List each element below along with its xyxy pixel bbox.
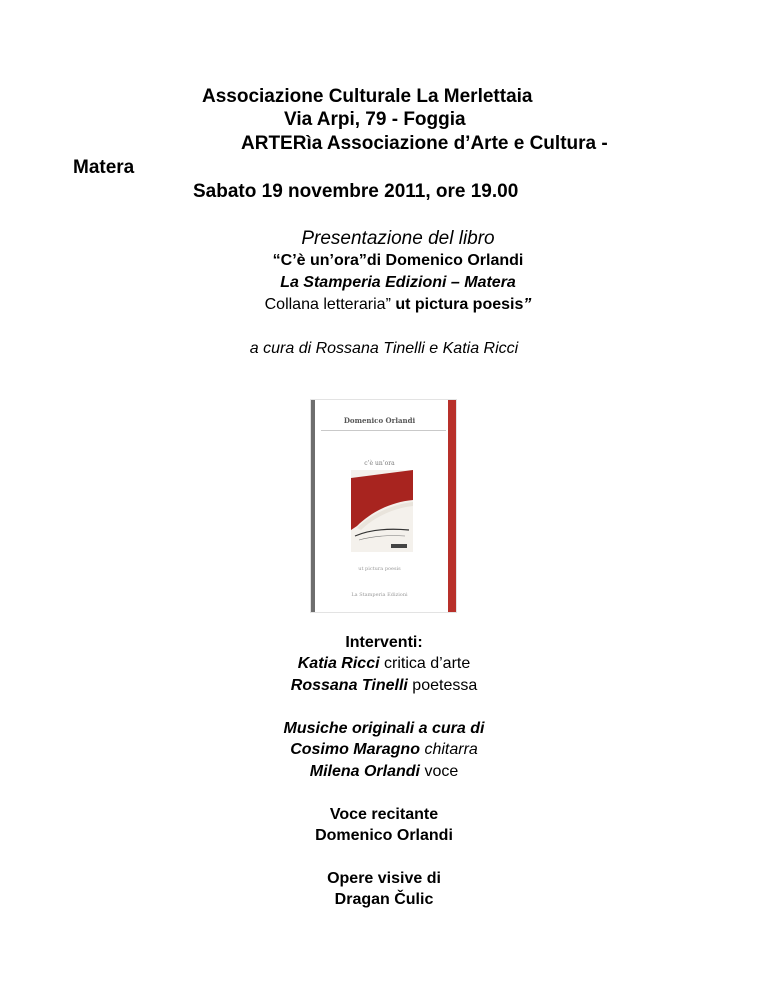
series-close: ”	[523, 296, 532, 313]
speaker-2-role: poetessa	[412, 677, 478, 694]
musician-line-1	[0, 741, 768, 759]
organizer-city: Matera	[73, 157, 135, 178]
cover-title: c’è un’ora	[364, 460, 395, 467]
speaker-1-name: Katia Ricci	[297, 655, 380, 672]
presentation-heading: Presentazione del libro	[301, 228, 495, 249]
musician-1-role: chitarra	[424, 741, 478, 758]
cover-spine	[311, 400, 315, 612]
speaker-2-name: Rossana Tinelli	[290, 677, 408, 694]
cover-artwork	[351, 470, 413, 552]
voice-heading: Voce recitante	[329, 806, 439, 823]
event-date: Sabato 19 novembre 2011, ore 19.00	[193, 181, 519, 202]
curators: a cura di Rossana Tinelli e Katia Ricci	[249, 340, 519, 357]
speaker-line-2	[0, 677, 768, 695]
cover-publisher: La Stamperia Edizioni	[351, 592, 408, 598]
speaker-line-1	[0, 655, 768, 673]
series-prefix: Collana letteraria”	[264, 296, 391, 313]
publisher: La Stamperia Edizioni – Matera	[280, 274, 516, 291]
musician-2-name: Milena Orlandi	[309, 763, 420, 780]
cover-red-edge	[448, 400, 456, 612]
book-title: “C’è un’ora”di Domenico Orlandi	[272, 252, 524, 269]
musician-line-2	[0, 763, 768, 781]
organizer-line-1: Associazione Culturale La Merlettaia	[202, 86, 533, 107]
organizer-address: Via Arpi, 79 - Foggia	[284, 109, 466, 130]
series-line	[14, 296, 768, 314]
visual-heading: Opere visive di	[327, 870, 441, 887]
cover-author: Domenico Orlandi	[343, 416, 416, 425]
series-name: ut pictura poesis	[395, 296, 524, 313]
musician-1-name: Cosimo Maragno	[290, 741, 420, 758]
voice-name: Domenico Orlandi	[315, 827, 453, 844]
book-cover-image	[311, 400, 456, 612]
cover-series: ut pictura poesis	[358, 566, 401, 572]
speaker-1-role: critica d’arte	[384, 655, 471, 672]
visual-artist: Dragan Čulic	[334, 891, 434, 908]
music-heading: Musiche originali a cura di	[283, 720, 485, 737]
cover-rule	[321, 430, 446, 431]
musician-2-role: voce	[424, 763, 459, 780]
interventi-heading: Interventi:	[345, 634, 423, 651]
organizer-line-2: ARTERìa Associazione d’Arte e Cultura -	[241, 133, 608, 154]
